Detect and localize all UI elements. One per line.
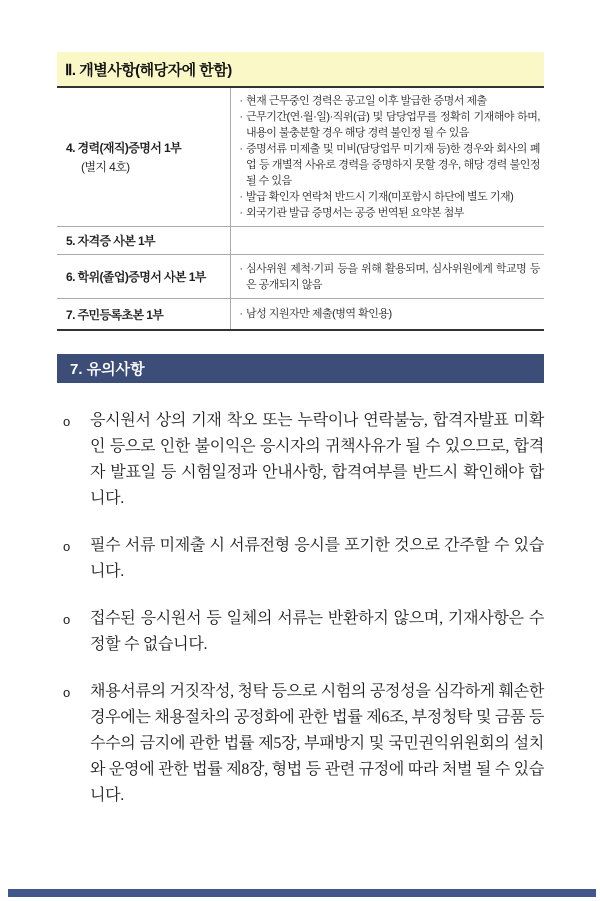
document-note — [236, 261, 540, 293]
note-text: 남성 지원자만 제출(병역 확인용) — [246, 308, 392, 320]
note-text: 현재 근무중인 경력은 공고일 이후 발급한 증명서 제출 — [246, 95, 487, 107]
note-text: 근무기간(연·월·일)·직위(급) 및 담당업무를 정확히 기재해야 하며, 내용이 불충분할 경우 해당 경력 불인정 될 수 있음 — [246, 111, 540, 139]
documents-table — [57, 88, 544, 331]
circle-bullet-marker: o — [63, 539, 70, 554]
document-note — [236, 141, 540, 189]
note-text: 증명서류 미제출 및 미비(담당업무 미기재 등)한 경우와 회사의 폐업 등 개별적 사유로 경력을 증명하지 못할 경우, 해당 경력 불인정 될 수 있음 — [246, 143, 540, 187]
circle-bullet-marker: o — [63, 612, 70, 627]
document-note — [236, 306, 540, 322]
document-page — [57, 52, 544, 809]
notice-text: 필수 서류 미제출 시 서류전형 응시를 포기한 것으로 간주할 수 있습니다. — [90, 537, 544, 580]
footer-bar — [8, 889, 596, 897]
document-label-cell — [57, 88, 231, 226]
document-label-cell — [57, 255, 231, 298]
notice-item — [57, 533, 544, 585]
notice-item — [57, 408, 544, 512]
document-note — [236, 205, 540, 221]
note-text: 외국기관 발급 증명서는 공증 번역된 요약본 첨부 — [246, 207, 464, 219]
document-notes-cell — [231, 255, 544, 298]
table-row — [57, 255, 544, 299]
notices-list — [57, 408, 544, 809]
table-row — [57, 299, 544, 329]
document-note — [236, 109, 540, 141]
document-label-cell — [57, 227, 231, 254]
document-note — [236, 93, 540, 109]
bullet-dot-marker: · — [239, 262, 243, 275]
document-label: 5. 자격증 사본 1부 — [66, 234, 156, 248]
circle-bullet-marker: o — [63, 414, 70, 429]
bullet-dot-marker: · — [239, 207, 243, 219]
table-row — [57, 227, 544, 255]
bullet-dot-marker: · — [239, 191, 243, 203]
document-sublabel: (별지 4호) — [81, 160, 130, 174]
document-notes-cell — [231, 299, 544, 329]
bullet-dot-marker: · — [239, 95, 243, 107]
document-label: 6. 학위(졸업)증명서 사본 1부 — [66, 270, 206, 284]
bullet-dot-marker: · — [239, 111, 243, 123]
notice-item — [57, 679, 544, 809]
document-note — [236, 189, 540, 205]
bullet-dot-marker: · — [239, 143, 243, 155]
bullet-dot-marker: · — [239, 308, 243, 320]
document-label-cell — [57, 299, 231, 329]
notice-text: 접수된 응시원서 등 일체의 서류는 반환하지 않으며, 기재사항은 수정할 수 없습니다. — [90, 610, 544, 653]
note-text: 발급 확인자 연락처 반드시 기재(미포함시 하단에 별도 기재) — [246, 191, 514, 203]
notice-item — [57, 606, 544, 658]
notice-text: 채용서류의 거짓작성, 청탁 등으로 시험의 공정성을 심각하게 훼손한 경우에는 채용절차의 공정화에 관한 법률 제6조, 부정청탁 및 금품 등 수수의 금지에 관한 법률 제5장, 부패방지 및 국민권익위원회의 설치와 운영에 관한 법률 제8장, 형법 등 관련 규정에 따라 처벌 될 수 있습니다. — [90, 683, 544, 804]
document-notes-cell — [231, 227, 544, 254]
note-text: 심사위원 제척·기피 등을 위해 활용되며, 심사위원에게 학교명 등은 공개되지 않음 — [246, 262, 540, 291]
document-label: 7. 주민등록초본 1부 — [66, 307, 164, 322]
circle-bullet-marker: o — [63, 685, 70, 700]
notice-banner-title: 7. 유의사항 — [70, 361, 145, 378]
document-notes-cell — [231, 88, 544, 226]
table-row — [57, 88, 544, 227]
document-label: 4. 경력(재직)증명서 1부 — [66, 141, 182, 155]
individual-section-title: Ⅱ. 개별사항(해당자에 한함) — [57, 52, 544, 88]
notice-banner — [57, 354, 544, 383]
notice-text: 응시원서 상의 기재 착오 또는 누락이나 연락불능, 합격자발표 미확인 등으로 인한 불이익은 응시자의 귀책사유가 될 수 있으므로, 합격자 발표일 등 시험일정과 안내사항, 합격여부를 반드시 확인해야 합니다. — [90, 412, 544, 507]
